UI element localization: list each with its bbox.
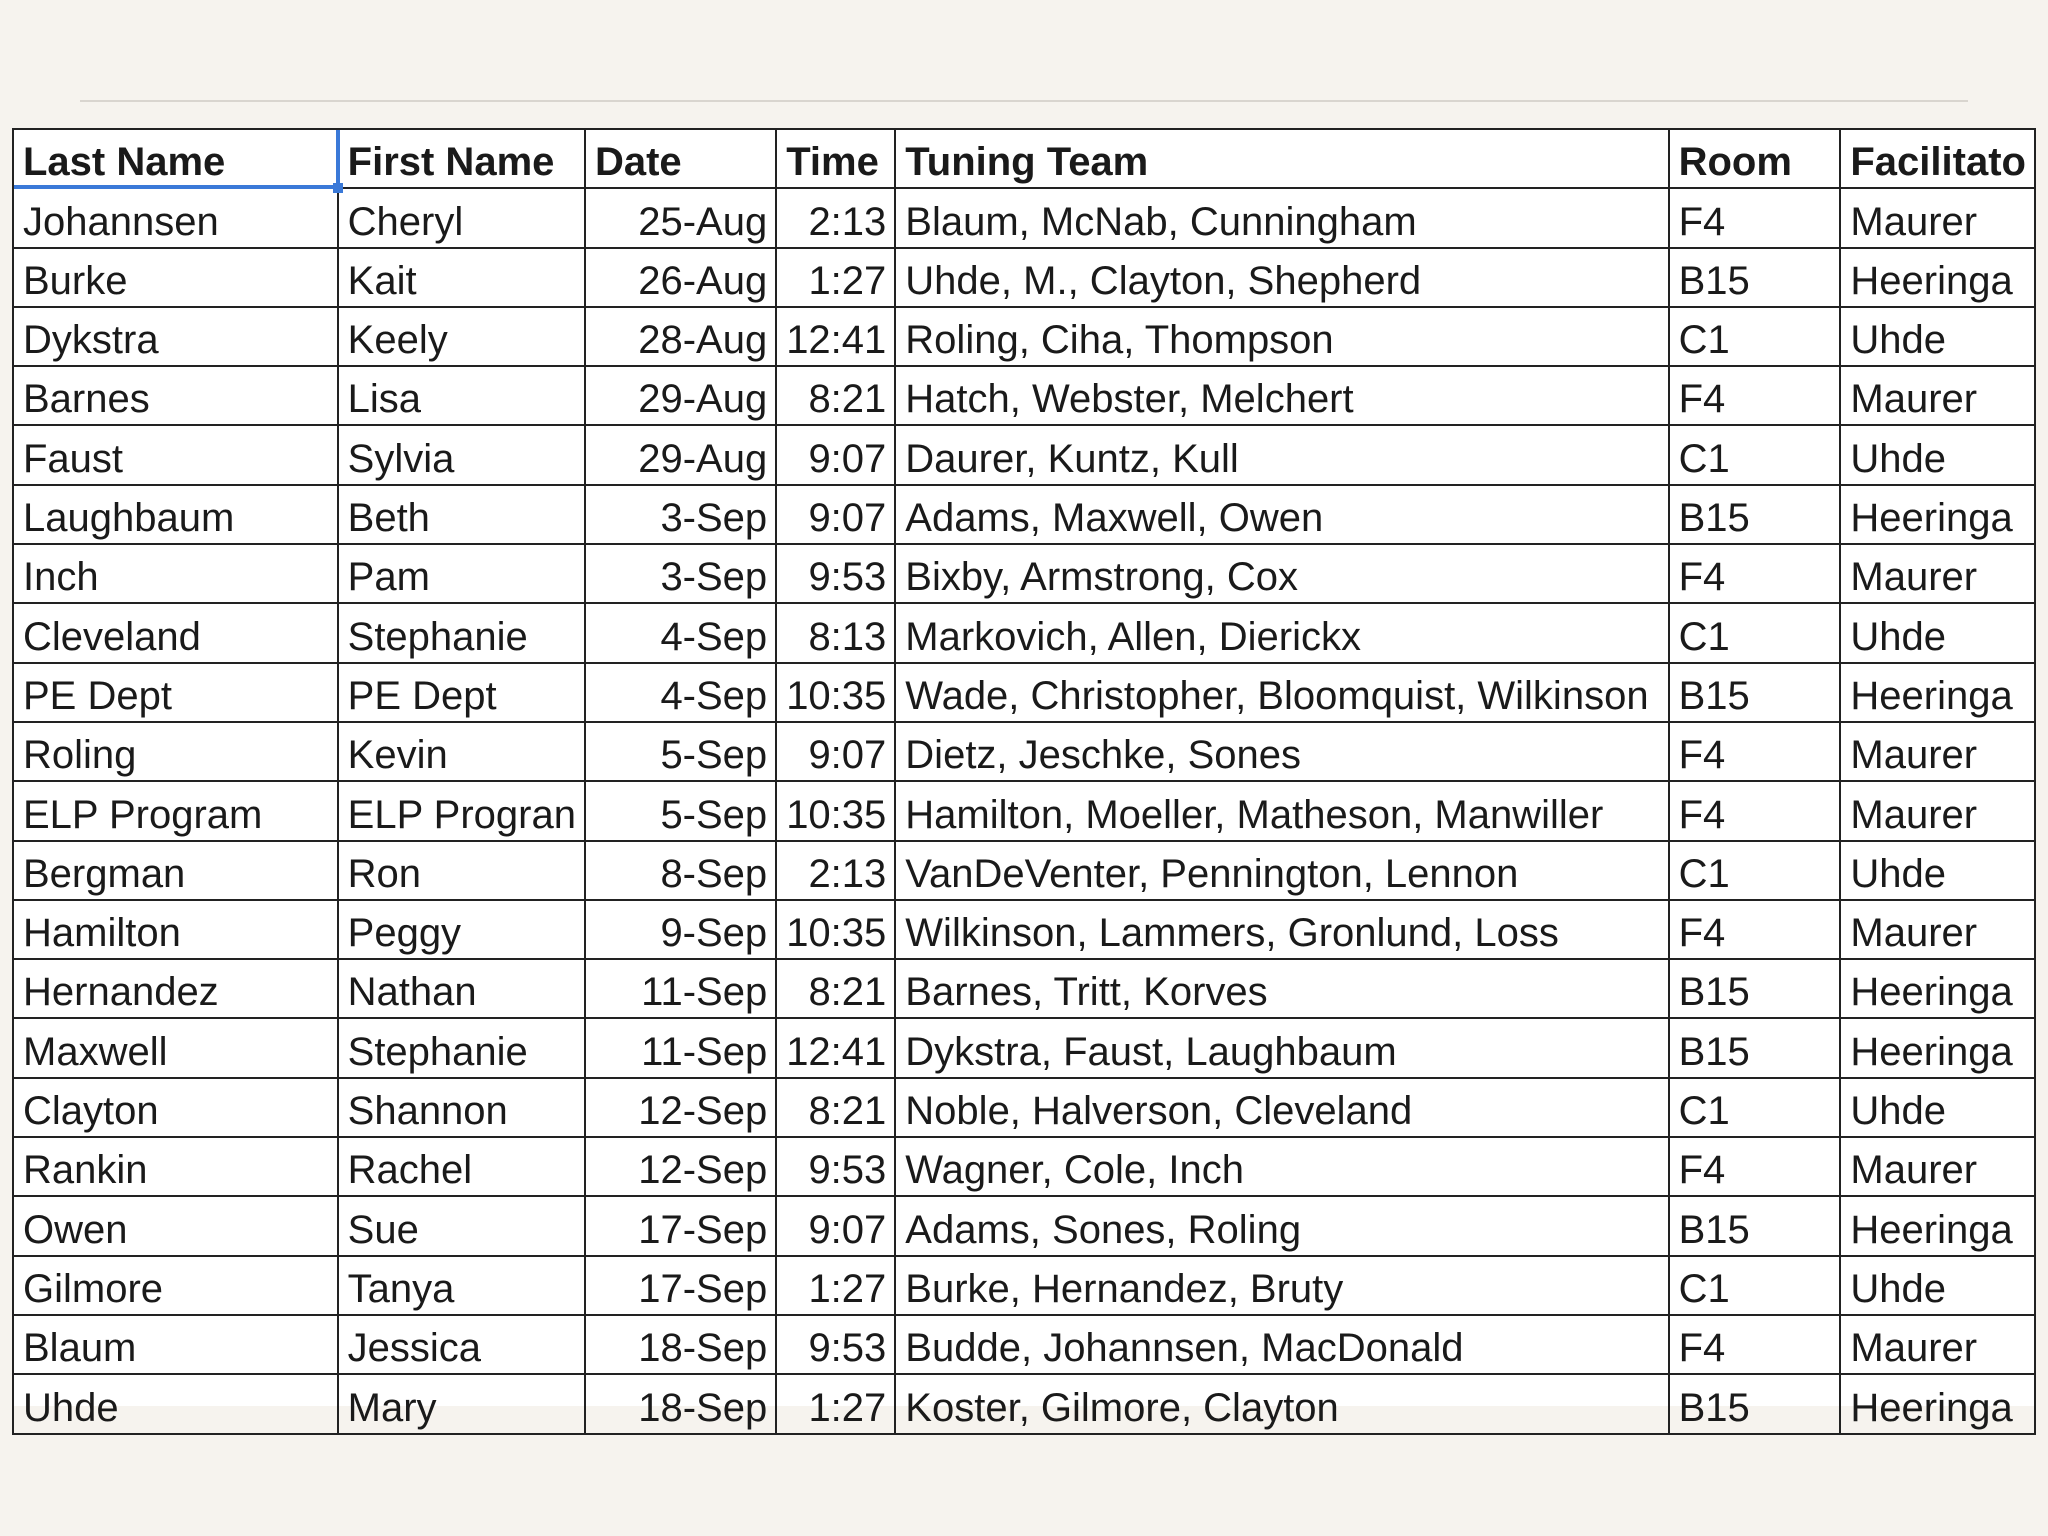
cell-time[interactable]: 10:35 bbox=[776, 900, 895, 959]
table-row bbox=[13, 1374, 2035, 1433]
cell-facilitator[interactable]: Maurer bbox=[1840, 1137, 2035, 1196]
spreadsheet bbox=[12, 128, 2036, 1430]
table-body bbox=[13, 188, 2035, 1433]
cell-room[interactable]: F4 bbox=[1669, 1137, 1841, 1196]
cell-facilitator[interactable]: Maurer bbox=[1840, 1315, 2035, 1374]
table-row bbox=[13, 485, 2035, 544]
table-row bbox=[13, 366, 2035, 425]
cell-date[interactable]: 3-Sep bbox=[585, 544, 776, 603]
cell-room[interactable]: F4 bbox=[1669, 781, 1841, 840]
cell-time[interactable]: 2:13 bbox=[776, 841, 895, 900]
cell-tuning-team[interactable]: Markovich, Allen, Dierickx bbox=[895, 603, 1668, 662]
cell-first-name[interactable]: PE Dept bbox=[338, 663, 585, 722]
cell-facilitator[interactable]: Maurer bbox=[1840, 900, 2035, 959]
table-row bbox=[13, 663, 2035, 722]
cell-time[interactable]: 9:07 bbox=[776, 425, 895, 484]
header-time[interactable]: Time bbox=[776, 129, 895, 188]
cell-time[interactable]: 9:53 bbox=[776, 1137, 895, 1196]
cell-last-name[interactable]: Burke bbox=[13, 248, 338, 307]
cell-facilitator[interactable]: Heeringa bbox=[1840, 959, 2035, 1018]
cell-time[interactable]: 9:07 bbox=[776, 485, 895, 544]
cell-facilitator[interactable]: Uhde bbox=[1840, 425, 2035, 484]
cell-date[interactable]: 4-Sep bbox=[585, 663, 776, 722]
cell-facilitator[interactable]: Heeringa bbox=[1840, 485, 2035, 544]
cell-time[interactable]: 9:07 bbox=[776, 722, 895, 781]
cell-first-name[interactable]: Jessica bbox=[338, 1315, 585, 1374]
cell-time[interactable]: 8:21 bbox=[776, 1078, 895, 1137]
header-first-name[interactable]: First Name bbox=[338, 129, 585, 188]
table-row bbox=[13, 188, 2035, 247]
cell-first-name[interactable]: Kait bbox=[338, 248, 585, 307]
cell-tuning-team[interactable]: Budde, Johannsen, MacDonald bbox=[895, 1315, 1668, 1374]
table-row bbox=[13, 1196, 2035, 1255]
cell-time[interactable]: 12:41 bbox=[776, 307, 895, 366]
cell-first-name[interactable]: Sue bbox=[338, 1196, 585, 1255]
cell-date[interactable]: 12-Sep bbox=[585, 1137, 776, 1196]
cell-time[interactable]: 1:27 bbox=[776, 1374, 895, 1433]
top-divider-line bbox=[80, 100, 1968, 102]
cell-date[interactable]: 18-Sep bbox=[585, 1315, 776, 1374]
cell-date[interactable]: 11-Sep bbox=[585, 1018, 776, 1077]
cell-tuning-team[interactable]: Dykstra, Faust, Laughbaum bbox=[895, 1018, 1668, 1077]
cell-room[interactable]: F4 bbox=[1669, 1315, 1841, 1374]
cell-tuning-team[interactable]: VanDeVenter, Pennington, Lennon bbox=[895, 841, 1668, 900]
cell-facilitator[interactable]: Heeringa bbox=[1840, 1018, 2035, 1077]
cell-tuning-team[interactable]: Barnes, Tritt, Korves bbox=[895, 959, 1668, 1018]
header-room[interactable]: Room bbox=[1669, 129, 1841, 188]
cell-first-name[interactable]: Beth bbox=[338, 485, 585, 544]
header-facilitator[interactable]: Facilitato bbox=[1840, 129, 2035, 188]
cell-last-name[interactable]: Laughbaum bbox=[13, 485, 338, 544]
cell-room[interactable]: C1 bbox=[1669, 1256, 1841, 1315]
cell-time[interactable]: 1:27 bbox=[776, 1256, 895, 1315]
cell-room[interactable]: F4 bbox=[1669, 900, 1841, 959]
cell-date[interactable]: 8-Sep bbox=[585, 841, 776, 900]
cell-date[interactable]: 12-Sep bbox=[585, 1078, 776, 1137]
cell-time[interactable]: 9:53 bbox=[776, 1315, 895, 1374]
cell-room[interactable]: B15 bbox=[1669, 1196, 1841, 1255]
cell-room[interactable]: B15 bbox=[1669, 959, 1841, 1018]
table-row bbox=[13, 603, 2035, 662]
cell-room[interactable]: F4 bbox=[1669, 722, 1841, 781]
header-date[interactable]: Date bbox=[585, 129, 776, 188]
cell-date[interactable]: 29-Aug bbox=[585, 425, 776, 484]
cell-tuning-team[interactable]: Burke, Hernandez, Bruty bbox=[895, 1256, 1668, 1315]
cell-facilitator[interactable]: Maurer bbox=[1840, 544, 2035, 603]
cell-first-name[interactable]: Stephanie bbox=[338, 603, 585, 662]
table-row bbox=[13, 841, 2035, 900]
cell-time[interactable]: 10:35 bbox=[776, 663, 895, 722]
cell-tuning-team[interactable]: Adams, Sones, Roling bbox=[895, 1196, 1668, 1255]
cell-first-name[interactable]: Peggy bbox=[338, 900, 585, 959]
cell-first-name[interactable]: Lisa bbox=[338, 366, 585, 425]
selection-edge bbox=[336, 130, 340, 187]
cell-first-name[interactable]: Ron bbox=[338, 841, 585, 900]
cell-room[interactable]: C1 bbox=[1669, 841, 1841, 900]
cell-first-name[interactable]: Tanya bbox=[338, 1256, 585, 1315]
table-row bbox=[13, 1256, 2035, 1315]
header-last-name[interactable]: Last Name bbox=[13, 129, 338, 188]
cell-first-name[interactable]: Nathan bbox=[338, 959, 585, 1018]
table-row bbox=[13, 307, 2035, 366]
cell-first-name[interactable]: Shannon bbox=[338, 1078, 585, 1137]
cell-facilitator[interactable]: Maurer bbox=[1840, 781, 2035, 840]
cell-first-name[interactable]: Stephanie bbox=[338, 1018, 585, 1077]
cell-time[interactable]: 10:35 bbox=[776, 781, 895, 840]
cell-last-name[interactable]: Barnes bbox=[13, 366, 338, 425]
cell-facilitator[interactable]: Uhde bbox=[1840, 603, 2035, 662]
cell-first-name[interactable]: ELP Progran bbox=[338, 781, 585, 840]
cell-first-name[interactable]: Sylvia bbox=[338, 425, 585, 484]
cell-last-name[interactable]: Blaum bbox=[13, 1315, 338, 1374]
cell-last-name[interactable]: Maxwell bbox=[13, 1018, 338, 1077]
cell-last-name[interactable]: Inch bbox=[13, 544, 338, 603]
table-row bbox=[13, 425, 2035, 484]
cell-room[interactable]: B15 bbox=[1669, 663, 1841, 722]
table-row bbox=[13, 248, 2035, 307]
cell-last-name[interactable]: ELP Program bbox=[13, 781, 338, 840]
cell-tuning-team[interactable]: Hamilton, Moeller, Matheson, Manwiller bbox=[895, 781, 1668, 840]
cell-tuning-team[interactable]: Bixby, Armstrong, Cox bbox=[895, 544, 1668, 603]
cell-tuning-team[interactable]: Uhde, M., Clayton, Shepherd bbox=[895, 248, 1668, 307]
cell-last-name[interactable]: Dykstra bbox=[13, 307, 338, 366]
cell-time[interactable]: 8:21 bbox=[776, 959, 895, 1018]
cell-last-name[interactable]: Clayton bbox=[13, 1078, 338, 1137]
cell-time[interactable]: 9:07 bbox=[776, 1196, 895, 1255]
cell-tuning-team[interactable]: Daurer, Kuntz, Kull bbox=[895, 425, 1668, 484]
cell-first-name[interactable]: Pam bbox=[338, 544, 585, 603]
table-row bbox=[13, 959, 2035, 1018]
header-tuning-team[interactable]: Tuning Team bbox=[895, 129, 1668, 188]
cell-tuning-team[interactable]: Blaum, McNab, Cunningham bbox=[895, 188, 1668, 247]
cell-tuning-team[interactable]: Wilkinson, Lammers, Gronlund, Loss bbox=[895, 900, 1668, 959]
cell-selection-border bbox=[14, 185, 337, 189]
cell-time[interactable]: 8:13 bbox=[776, 603, 895, 662]
cell-last-name[interactable]: Gilmore bbox=[13, 1256, 338, 1315]
cell-date[interactable]: 29-Aug bbox=[585, 366, 776, 425]
table-row bbox=[13, 1137, 2035, 1196]
cell-facilitator[interactable]: Heeringa bbox=[1840, 1196, 2035, 1255]
cell-last-name[interactable]: Roling bbox=[13, 722, 338, 781]
cell-time[interactable]: 2:13 bbox=[776, 188, 895, 247]
cell-facilitator[interactable]: Heeringa bbox=[1840, 1374, 2035, 1433]
cell-room[interactable]: B15 bbox=[1669, 248, 1841, 307]
cell-last-name[interactable]: Bergman bbox=[13, 841, 338, 900]
cell-date[interactable]: 26-Aug bbox=[585, 248, 776, 307]
table-row bbox=[13, 1078, 2035, 1137]
cell-first-name[interactable]: Rachel bbox=[338, 1137, 585, 1196]
cell-date[interactable]: 4-Sep bbox=[585, 603, 776, 662]
table-row bbox=[13, 781, 2035, 840]
cell-tuning-team[interactable]: Wade, Christopher, Bloomquist, Wilkinson bbox=[895, 663, 1668, 722]
cell-date[interactable]: 9-Sep bbox=[585, 900, 776, 959]
cell-date[interactable]: 5-Sep bbox=[585, 781, 776, 840]
cell-first-name[interactable]: Cheryl bbox=[338, 188, 585, 247]
cell-last-name[interactable]: Faust bbox=[13, 425, 338, 484]
table-row bbox=[13, 900, 2035, 959]
cell-last-name[interactable]: Uhde bbox=[13, 1374, 338, 1433]
cell-first-name[interactable]: Keely bbox=[338, 307, 585, 366]
cell-time[interactable]: 8:21 bbox=[776, 366, 895, 425]
cell-date[interactable]: 28-Aug bbox=[585, 307, 776, 366]
cell-room[interactable]: B15 bbox=[1669, 1374, 1841, 1433]
cell-tuning-team[interactable]: Roling, Ciha, Thompson bbox=[895, 307, 1668, 366]
cell-last-name[interactable]: Cleveland bbox=[13, 603, 338, 662]
cell-room[interactable]: F4 bbox=[1669, 188, 1841, 247]
cell-tuning-team[interactable]: Noble, Halverson, Cleveland bbox=[895, 1078, 1668, 1137]
cell-tuning-team[interactable]: Dietz, Jeschke, Sones bbox=[895, 722, 1668, 781]
table-row bbox=[13, 1315, 2035, 1374]
cell-date[interactable]: 3-Sep bbox=[585, 485, 776, 544]
cell-date[interactable]: 18-Sep bbox=[585, 1374, 776, 1433]
cell-last-name[interactable]: PE Dept bbox=[13, 663, 338, 722]
cell-facilitator[interactable]: Uhde bbox=[1840, 1078, 2035, 1137]
cell-date[interactable]: 25-Aug bbox=[585, 188, 776, 247]
cell-time[interactable]: 1:27 bbox=[776, 248, 895, 307]
cell-facilitator[interactable]: Uhde bbox=[1840, 841, 2035, 900]
cell-date[interactable]: 11-Sep bbox=[585, 959, 776, 1018]
cell-date[interactable]: 5-Sep bbox=[585, 722, 776, 781]
cell-facilitator[interactable]: Maurer bbox=[1840, 366, 2035, 425]
table-row bbox=[13, 544, 2035, 603]
cell-facilitator[interactable]: Uhde bbox=[1840, 1256, 2035, 1315]
cell-first-name[interactable]: Kevin bbox=[338, 722, 585, 781]
cell-tuning-team[interactable]: Wagner, Cole, Inch bbox=[895, 1137, 1668, 1196]
cell-facilitator[interactable]: Maurer bbox=[1840, 722, 2035, 781]
cell-last-name[interactable]: Hernandez bbox=[13, 959, 338, 1018]
cell-time[interactable]: 9:53 bbox=[776, 544, 895, 603]
table-row bbox=[13, 722, 2035, 781]
cell-room[interactable]: F4 bbox=[1669, 544, 1841, 603]
cell-room[interactable]: C1 bbox=[1669, 603, 1841, 662]
cell-room[interactable]: B15 bbox=[1669, 485, 1841, 544]
cell-room[interactable]: C1 bbox=[1669, 1078, 1841, 1137]
cell-tuning-team[interactable]: Koster, Gilmore, Clayton bbox=[895, 1374, 1668, 1433]
cell-facilitator[interactable]: Heeringa bbox=[1840, 663, 2035, 722]
cell-room[interactable]: F4 bbox=[1669, 366, 1841, 425]
cell-facilitator[interactable]: Maurer bbox=[1840, 188, 2035, 247]
cell-date[interactable]: 17-Sep bbox=[585, 1196, 776, 1255]
cell-last-name[interactable]: Rankin bbox=[13, 1137, 338, 1196]
cell-room[interactable]: C1 bbox=[1669, 307, 1841, 366]
cell-first-name[interactable]: Mary bbox=[338, 1374, 585, 1433]
cell-last-name[interactable]: Owen bbox=[13, 1196, 338, 1255]
cell-date[interactable]: 17-Sep bbox=[585, 1256, 776, 1315]
cell-facilitator[interactable]: Uhde bbox=[1840, 307, 2035, 366]
cell-room[interactable]: C1 bbox=[1669, 425, 1841, 484]
cell-last-name[interactable]: Johannsen bbox=[13, 188, 338, 247]
schedule-table bbox=[12, 128, 2036, 1435]
cell-facilitator[interactable]: Heeringa bbox=[1840, 248, 2035, 307]
table-row bbox=[13, 1018, 2035, 1077]
cell-last-name[interactable]: Hamilton bbox=[13, 900, 338, 959]
cell-time[interactable]: 12:41 bbox=[776, 1018, 895, 1077]
cell-tuning-team[interactable]: Adams, Maxwell, Owen bbox=[895, 485, 1668, 544]
header-row bbox=[13, 129, 2035, 188]
cell-tuning-team[interactable]: Hatch, Webster, Melchert bbox=[895, 366, 1668, 425]
cell-room[interactable]: B15 bbox=[1669, 1018, 1841, 1077]
